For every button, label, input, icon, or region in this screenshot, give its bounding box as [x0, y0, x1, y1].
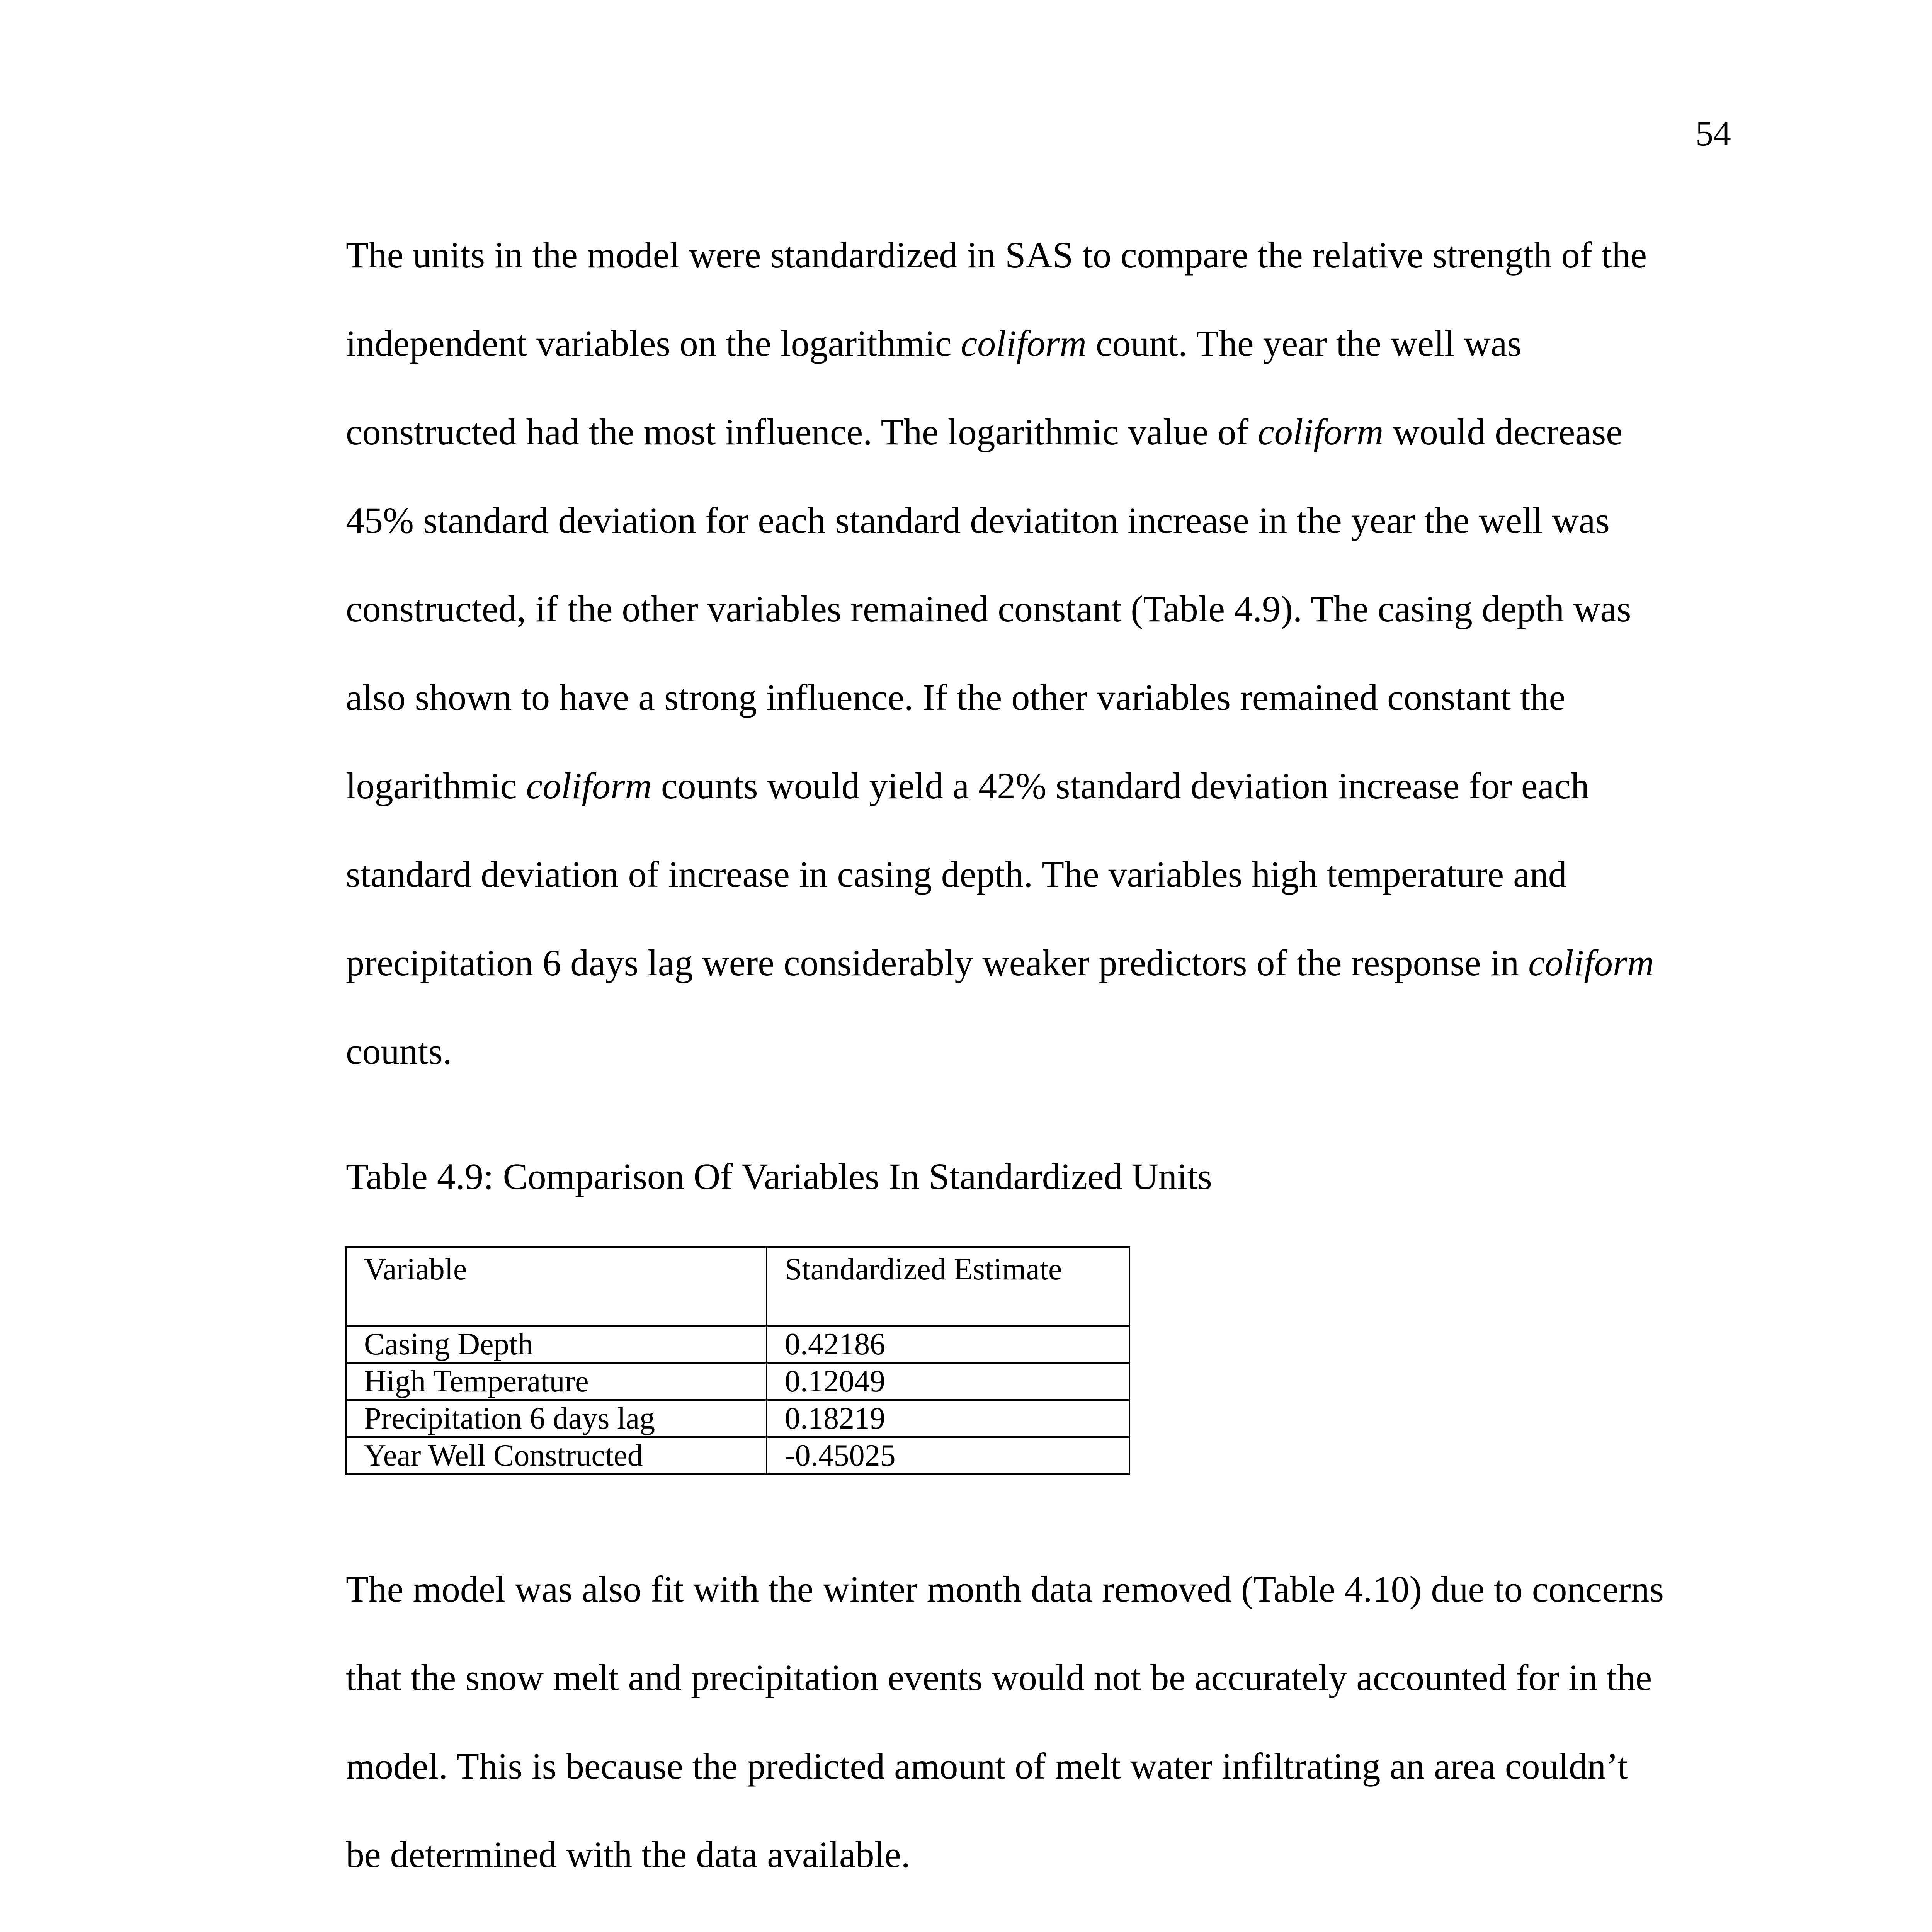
text-line: [346, 476, 1745, 565]
table-cell-variable: High Temperature: [346, 1363, 767, 1400]
body-paragraph-2: [346, 1545, 1745, 1899]
column-header-estimate: Standardized Estimate: [767, 1247, 1129, 1326]
table-row: [346, 1400, 1129, 1437]
text-run: independent variables on the logarithmic: [346, 323, 961, 364]
text-run: standard deviation of increase in casing depth. The variables high temperature and: [346, 854, 1567, 895]
text-run: count. The year the well was: [1086, 323, 1522, 364]
text-line: [346, 1722, 1745, 1810]
text-line: [346, 299, 1745, 388]
text-run: be determined with the data available.: [346, 1834, 910, 1875]
table-cell-variable: Precipitation 6 days lag: [346, 1400, 767, 1437]
text-line: [346, 1633, 1745, 1722]
text-line: [346, 653, 1745, 742]
text-line: [346, 1810, 1745, 1899]
text-run: The model was also fit with the winter month data removed (Table 4.10) due to concerns: [346, 1568, 1664, 1610]
table-cell-estimate: 0.18219: [767, 1400, 1129, 1437]
text-run: constructed, if the other variables remained constant (Table 4.9). The casing depth was: [346, 588, 1631, 629]
text-run: model. This is because the predicted amount of melt water infiltrating an area couldn’t: [346, 1745, 1628, 1787]
table-header-row: [346, 1247, 1129, 1326]
italic-term: coliform: [526, 765, 652, 806]
table-row: [346, 1437, 1129, 1474]
text-line: [346, 1007, 1745, 1095]
table-row: [346, 1363, 1129, 1400]
text-line: [346, 565, 1745, 653]
text-line: [346, 830, 1745, 918]
text-run: also shown to have a strong influence. If the other variables remained constant the: [346, 677, 1566, 718]
standardized-estimates-table: [345, 1246, 1130, 1475]
table-caption: Table 4.9: Comparison Of Variables In Standardized Units: [346, 1156, 1212, 1197]
table-cell-estimate: 0.42186: [767, 1326, 1129, 1363]
text-line: [346, 1545, 1745, 1633]
text-run: logarithmic: [346, 765, 526, 806]
italic-term: coliform: [961, 323, 1087, 364]
italic-term: coliform: [1258, 411, 1384, 452]
text-run: 45% standard deviation for each standard deviatiton increase in the year the well was: [346, 500, 1610, 541]
column-header-variable: Variable: [346, 1247, 767, 1326]
text-line: [346, 211, 1745, 299]
table-cell-variable: Casing Depth: [346, 1326, 767, 1363]
text-run: constructed had the most influence. The logarithmic value of: [346, 411, 1258, 452]
text-run: would decrease: [1383, 411, 1622, 452]
text-run: counts would yield a 42% standard deviation increase for each: [651, 765, 1589, 806]
italic-term: coliform: [1528, 942, 1654, 983]
text-line: [346, 918, 1745, 1007]
table-row: [346, 1326, 1129, 1363]
text-run: The units in the model were standardized in SAS to compare the relative strength of the: [346, 234, 1647, 276]
body-paragraph-1: [346, 211, 1745, 1095]
text-line: [346, 388, 1745, 476]
text-run: counts.: [346, 1031, 452, 1072]
table-cell-estimate: 0.12049: [767, 1363, 1129, 1400]
text-run: precipitation 6 days lag were considerably weaker predictors of the response in: [346, 942, 1529, 983]
page-number: 54: [1696, 114, 1731, 153]
text-line: [346, 742, 1745, 830]
text-run: that the snow melt and precipitation events would not be accurately accounted for in the: [346, 1657, 1652, 1698]
table-cell-variable: Year Well Constructed: [346, 1437, 767, 1474]
table-cell-estimate: -0.45025: [767, 1437, 1129, 1474]
